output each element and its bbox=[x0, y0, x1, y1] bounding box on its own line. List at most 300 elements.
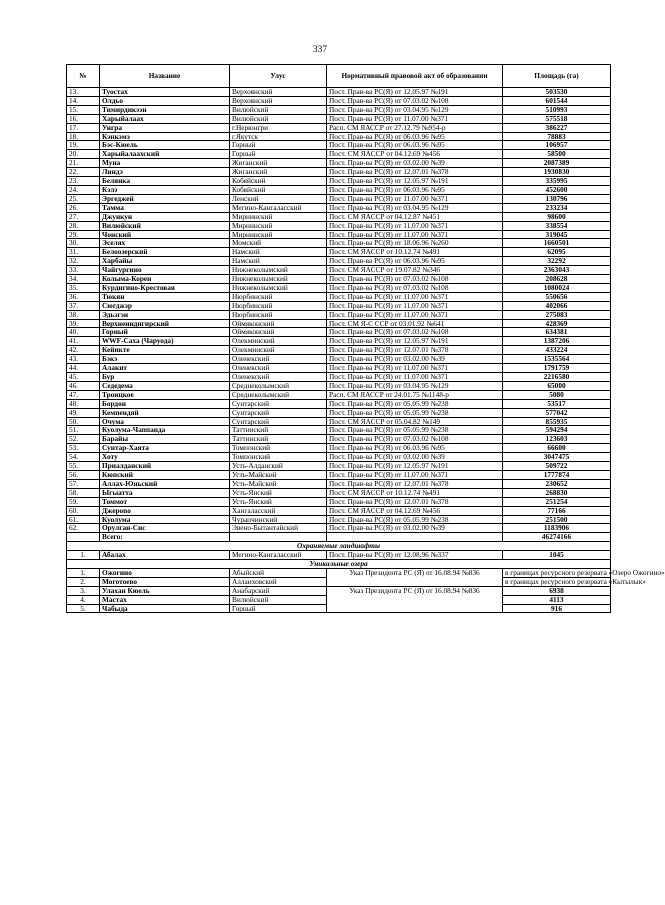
row-act: Указ Президента РС (Я) от 16.08.94 №836 bbox=[327, 568, 503, 586]
row-ulus: Мирнинский bbox=[230, 221, 327, 230]
row-num: 18. bbox=[67, 132, 100, 141]
row-num: 2. bbox=[67, 577, 100, 586]
header-name: Название bbox=[100, 65, 230, 88]
table-row bbox=[67, 506, 611, 515]
header-num: № bbox=[67, 65, 100, 88]
row-act: Пост. Прав-ва РС(Я) от 11.07.00 №371 bbox=[327, 470, 503, 479]
row-area: 251254 bbox=[503, 497, 611, 506]
row-num: 41. bbox=[67, 337, 100, 346]
row-area: 233234 bbox=[503, 203, 611, 212]
row-num: 38. bbox=[67, 310, 100, 319]
row-ulus: Олекминский bbox=[230, 346, 327, 355]
row-act: Пост. Прав-ва РС(Я) от 05.05.99 №238 bbox=[327, 399, 503, 408]
row-name: Курдигино-Крестовая bbox=[100, 283, 230, 292]
row-ulus: Оймяконский bbox=[230, 328, 327, 337]
row-area: 62095 bbox=[503, 248, 611, 257]
row-area: 452600 bbox=[503, 185, 611, 194]
row-num: 14. bbox=[67, 96, 100, 105]
row-area: 77166 bbox=[503, 506, 611, 515]
row-act: Пост. Прав-ва РС(Я) от 06.03.96 №95 bbox=[327, 185, 503, 194]
row-name: Бур bbox=[100, 373, 230, 382]
row-num: 20. bbox=[67, 150, 100, 159]
row-ulus: Нижнеколымский bbox=[230, 275, 327, 284]
row-area: 1045 bbox=[503, 551, 611, 560]
row-act: Пост. Прав-ва РС(Я) от 11.07.00 №371 bbox=[327, 301, 503, 310]
section-lakes-title: Уникальные озера bbox=[67, 560, 611, 569]
row-area: 319045 bbox=[503, 230, 611, 239]
row-area: 230652 bbox=[503, 479, 611, 488]
row-ulus: Вилюйский bbox=[230, 114, 327, 123]
row-name: Белянка bbox=[100, 177, 230, 186]
row-name: Кэнкэмэ bbox=[100, 132, 230, 141]
row-name: Приалданский bbox=[100, 462, 230, 471]
table-row bbox=[67, 301, 611, 310]
row-num: 35. bbox=[67, 283, 100, 292]
row-act: Пост. Прав-ва РС(Я) от 06.03.96 №95 bbox=[327, 132, 503, 141]
row-num: 40. bbox=[67, 328, 100, 337]
row-num: 1. bbox=[67, 551, 100, 560]
row-act: Пост. Прав-ва РС(Я) от 11.07.00 №371 bbox=[327, 230, 503, 239]
table-row bbox=[67, 203, 611, 212]
row-area: 58500 bbox=[503, 150, 611, 159]
row-name: Тюкян bbox=[100, 292, 230, 301]
row-name: Тимирдикээн bbox=[100, 105, 230, 114]
row-act: Пост. Прав-ва РС(Я) от 12.05.97 №191 bbox=[327, 177, 503, 186]
row-act: Пост. Прав-ва РС(Я) от 11.07.00 №371 bbox=[327, 310, 503, 319]
table-row bbox=[67, 479, 611, 488]
row-name: Чабыда bbox=[100, 604, 230, 613]
row-area: 428369 bbox=[503, 319, 611, 328]
row-act: Пост. Прав-ва РС(Я) от 07.03.02 №108 bbox=[327, 328, 503, 337]
row-area: 65000 bbox=[503, 381, 611, 390]
row-name: Бэс-Кюель bbox=[100, 141, 230, 150]
row-act: Пост. Прав-ва РС(Я) от 06.03.96 №95 bbox=[327, 257, 503, 266]
row-name: Чайгургино bbox=[100, 266, 230, 275]
row-name: Вилюйский bbox=[100, 221, 230, 230]
row-area: 251500 bbox=[503, 515, 611, 524]
row-name: Джункун bbox=[100, 212, 230, 221]
reserves-table-body bbox=[67, 88, 611, 533]
row-num: 59. bbox=[67, 497, 100, 506]
row-num: 54. bbox=[67, 453, 100, 462]
row-ulus: Чурапчинский bbox=[230, 515, 327, 524]
row-num: 61. bbox=[67, 515, 100, 524]
row-act: Пост. Прав-ва РС(Я) от 03.02.00 №39 bbox=[327, 159, 503, 168]
row-area: 601544 bbox=[503, 96, 611, 105]
row-act: Пост. Прав-ва РС(Я) от 06.03.96 №95 bbox=[327, 141, 503, 150]
row-act: Пост. Прав-ва РС(Я) от 03.04.95 №129 bbox=[327, 381, 503, 390]
row-num: 4. bbox=[67, 595, 100, 604]
row-act: Пост. Прав-ва РС(Я) от 07.03.02 №108 bbox=[327, 96, 503, 105]
row-num: 51. bbox=[67, 426, 100, 435]
row-name: Олдьо bbox=[100, 96, 230, 105]
row-num: 32. bbox=[67, 257, 100, 266]
row-act: Указ Президента РС (Я) от 16.08.94 №836 bbox=[327, 586, 503, 613]
row-name: Колыма-Корен bbox=[100, 275, 230, 284]
row-area: в границах ресурсного резервата «Кытылык» bbox=[503, 577, 611, 586]
row-area: 5080 bbox=[503, 390, 611, 399]
row-act: Пост. Прав-ва РС(Я) от 07.03.02 №108 bbox=[327, 283, 503, 292]
table-row bbox=[67, 194, 611, 203]
row-ulus: Усть-Майский bbox=[230, 470, 327, 479]
row-ulus: Хангаласский bbox=[230, 506, 327, 515]
table-header-row bbox=[67, 65, 611, 88]
row-ulus: Мегино-Кангаласский bbox=[230, 551, 327, 560]
row-num: 34. bbox=[67, 275, 100, 284]
row-area: 1660501 bbox=[503, 239, 611, 248]
row-act: Пост. Прав-ва РС(Я) от 03.04.95 №129 bbox=[327, 105, 503, 114]
row-num: 3. bbox=[67, 586, 100, 595]
row-num: 15. bbox=[67, 105, 100, 114]
row-ulus: Сунтарский bbox=[230, 417, 327, 426]
row-area: 1930830 bbox=[503, 168, 611, 177]
row-name: Харбайы bbox=[100, 257, 230, 266]
row-num: 45. bbox=[67, 373, 100, 382]
row-name: Белоозерский bbox=[100, 248, 230, 257]
row-num: 5. bbox=[67, 604, 100, 613]
table-row bbox=[67, 408, 611, 417]
row-act: Пост. СМ ЯАССР от 19.07.82 №346 bbox=[327, 266, 503, 275]
row-area: 6938 bbox=[503, 586, 611, 595]
row-act: Пост. СМ ЯАССР от 04.12.87 №451 bbox=[327, 212, 503, 221]
row-area: 402066 bbox=[503, 301, 611, 310]
table-row bbox=[67, 310, 611, 319]
row-act: Пост. Прав-ва РС(Я) от 11.07.00 №371 bbox=[327, 373, 503, 382]
table-row bbox=[67, 381, 611, 390]
row-ulus: Среднеколымский bbox=[230, 390, 327, 399]
section-landscapes-title: Охраняемые ландшафты bbox=[67, 542, 611, 551]
row-num: 47. bbox=[67, 390, 100, 399]
row-area: 577042 bbox=[503, 408, 611, 417]
row-name: Очума bbox=[100, 417, 230, 426]
row-num: 28. bbox=[67, 221, 100, 230]
row-num: 19. bbox=[67, 141, 100, 150]
row-area: 433224 bbox=[503, 346, 611, 355]
row-name: Бэкэ bbox=[100, 355, 230, 364]
row-name: Мастах bbox=[100, 595, 230, 604]
row-act: Пост. Прав-ва РС(Я) от 05.05.99 №238 bbox=[327, 408, 503, 417]
row-num: 22. bbox=[67, 168, 100, 177]
row-num: 21. bbox=[67, 159, 100, 168]
row-name: Эргеджей bbox=[100, 194, 230, 203]
row-area: 594294 bbox=[503, 426, 611, 435]
row-ulus: Среднеколымский bbox=[230, 381, 327, 390]
row-ulus: Сунтарский bbox=[230, 399, 327, 408]
row-name: Туостах bbox=[100, 88, 230, 97]
row-area: 275083 bbox=[503, 310, 611, 319]
row-act: Расп. СМ ЯАССР от 24.01.75 №1148-р bbox=[327, 390, 503, 399]
row-name: Бордон bbox=[100, 399, 230, 408]
row-ulus: Жиганский bbox=[230, 168, 327, 177]
row-name: Томмот bbox=[100, 497, 230, 506]
row-ulus: Томпонский bbox=[230, 444, 327, 453]
row-name: Кэлэ bbox=[100, 185, 230, 194]
row-area: 1777874 bbox=[503, 470, 611, 479]
row-name: Моготоево bbox=[100, 577, 230, 586]
row-name: Эселях bbox=[100, 239, 230, 248]
row-act: Пост. Прав-ва РС(Я) от 12.05.97 №191 bbox=[327, 462, 503, 471]
row-name: Тамма bbox=[100, 203, 230, 212]
total-label: Всего: bbox=[100, 533, 230, 542]
row-num: 60. bbox=[67, 506, 100, 515]
row-act: Пост. Прав-ва РС(Я) от 03.04.95 №129 bbox=[327, 203, 503, 212]
row-area: 1080024 bbox=[503, 283, 611, 292]
header-act: Нормативный правовой акт об образовании bbox=[327, 65, 503, 88]
row-num: 25. bbox=[67, 194, 100, 203]
row-ulus: Ленский bbox=[230, 194, 327, 203]
row-ulus: Усть-Янский bbox=[230, 497, 327, 506]
row-num: 44. bbox=[67, 364, 100, 373]
row-act: Пост. Прав-ва РС(Я) от 03.02.00 №39 bbox=[327, 524, 503, 533]
row-ulus: Нижнеколымский bbox=[230, 266, 327, 275]
row-area: 78883 bbox=[503, 132, 611, 141]
row-act: Пост. СМ ЯАССР от 10.12.74 №491 bbox=[327, 248, 503, 257]
row-ulus: Намский bbox=[230, 257, 327, 266]
row-ulus: Верхоянский bbox=[230, 96, 327, 105]
row-ulus: Усть-Янский bbox=[230, 488, 327, 497]
row-name: Барайы bbox=[100, 435, 230, 444]
row-ulus: г.Якутск bbox=[230, 132, 327, 141]
table-row bbox=[67, 488, 611, 497]
row-area: 123603 bbox=[503, 435, 611, 444]
row-name: Кемпендяй bbox=[100, 408, 230, 417]
row-act: Пост. Прав-ва РС(Я) от 07.03.02 №108 bbox=[327, 435, 503, 444]
row-num: 13. bbox=[67, 88, 100, 97]
row-name: Харыйалаахский bbox=[100, 150, 230, 159]
row-ulus: Кобяйский bbox=[230, 177, 327, 186]
table-row bbox=[67, 524, 611, 533]
row-num: 30. bbox=[67, 239, 100, 248]
row-area: в границах ресурсного резервата «Озеро Ожогино» bbox=[503, 568, 611, 577]
row-act: Пост. Прав-ва РС(Я) от 12.05.97 №191 bbox=[327, 337, 503, 346]
row-area: 855935 bbox=[503, 417, 611, 426]
row-name: Горный bbox=[100, 328, 230, 337]
total-section bbox=[67, 532, 665, 613]
row-num: 24. bbox=[67, 185, 100, 194]
row-name: Линдэ bbox=[100, 168, 230, 177]
row-ulus: Таттинский bbox=[230, 426, 327, 435]
table-row bbox=[67, 96, 611, 105]
row-act: Пост. Прав-ва РС(Я) от 11.07.00 №371 bbox=[327, 221, 503, 230]
row-name: Куолума-Чаппанда bbox=[100, 426, 230, 435]
row-num: 39. bbox=[67, 319, 100, 328]
row-name: Унгра bbox=[100, 123, 230, 132]
row-act: Пост. Прав-ва РС(Я) от 12.07.01 №378 bbox=[327, 497, 503, 506]
row-num: 23. bbox=[67, 177, 100, 186]
row-act: Пост. Прав-ва РС(Я) от 07.03.02 №108 bbox=[327, 275, 503, 284]
row-ulus: г.Нерюнгри bbox=[230, 123, 327, 132]
row-ulus: Анабарский bbox=[230, 586, 327, 595]
row-ulus: Мегино-Кангаласский bbox=[230, 203, 327, 212]
row-ulus: Намский bbox=[230, 248, 327, 257]
row-area: 634381 bbox=[503, 328, 611, 337]
row-ulus: Олекминский bbox=[230, 337, 327, 346]
row-ulus: Мирнинский bbox=[230, 230, 327, 239]
row-name: Харыйалаах bbox=[100, 114, 230, 123]
row-ulus: Момский bbox=[230, 239, 327, 248]
row-name: Эдьэгэн bbox=[100, 310, 230, 319]
row-act: Пост. СМ ЯАССР от 04.12.69 №456 bbox=[327, 506, 503, 515]
row-ulus: Усть-Алданский bbox=[230, 462, 327, 471]
table-row bbox=[67, 105, 611, 114]
row-num: 50. bbox=[67, 417, 100, 426]
row-area: 509722 bbox=[503, 462, 611, 471]
row-area: 268830 bbox=[503, 488, 611, 497]
row-ulus: Эвено-Бытантайский bbox=[230, 524, 327, 533]
row-name: Седедема bbox=[100, 381, 230, 390]
row-name: Верхнеиндигирский bbox=[100, 319, 230, 328]
row-name: Чонский bbox=[100, 230, 230, 239]
row-area: 2216580 bbox=[503, 373, 611, 382]
total-area: 46274166 bbox=[503, 533, 611, 542]
row-area: 386227 bbox=[503, 123, 611, 132]
row-num: 46. bbox=[67, 381, 100, 390]
table-row bbox=[67, 390, 611, 399]
table-row bbox=[67, 292, 611, 301]
row-name: Орулган-Сис bbox=[100, 524, 230, 533]
row-ulus: Усть-Майский bbox=[230, 479, 327, 488]
row-ulus: Сунтарский bbox=[230, 408, 327, 417]
table-row bbox=[67, 123, 611, 132]
row-name: Джерono bbox=[100, 506, 230, 515]
row-area: 916 bbox=[503, 604, 611, 613]
row-num: 43. bbox=[67, 355, 100, 364]
row-act: Пост. Прав-ва РС(Я) от 11.07.00 №371 bbox=[327, 364, 503, 373]
row-num: 26. bbox=[67, 203, 100, 212]
row-act: Пост. Прав-ва РС(Я) от 11.07.00 №371 bbox=[327, 292, 503, 301]
row-ulus: Мирнинский bbox=[230, 212, 327, 221]
row-num: 56. bbox=[67, 470, 100, 479]
table-row bbox=[67, 221, 611, 230]
row-num: 53. bbox=[67, 444, 100, 453]
row-ulus: Оленекский bbox=[230, 364, 327, 373]
table-row bbox=[67, 568, 611, 577]
row-ulus: Вилюйский bbox=[230, 105, 327, 114]
row-area: 510993 bbox=[503, 105, 611, 114]
row-ulus: Вилюйский bbox=[230, 595, 327, 604]
row-num: 17. bbox=[67, 123, 100, 132]
row-area: 1535564 bbox=[503, 355, 611, 364]
row-area: 1183906 bbox=[503, 524, 611, 533]
row-area: 3047475 bbox=[503, 453, 611, 462]
row-ulus: Горный bbox=[230, 141, 327, 150]
row-ulus: Нюрбинский bbox=[230, 301, 327, 310]
row-num: 27. bbox=[67, 212, 100, 221]
table-row bbox=[67, 114, 611, 123]
table-row bbox=[67, 399, 611, 408]
row-act: Пост. Прав-ва РС(Я) от 18.06.96 №260 bbox=[327, 239, 503, 248]
header-ulus: Улус bbox=[230, 65, 327, 88]
row-num: 62. bbox=[67, 524, 100, 533]
row-num: 55. bbox=[67, 462, 100, 471]
row-ulus: Оленекский bbox=[230, 355, 327, 364]
row-num: 49. bbox=[67, 408, 100, 417]
row-area: 1791759 bbox=[503, 364, 611, 373]
row-act: Пост. Прав-ва РС(Я) от 12.07.01 №378 bbox=[327, 168, 503, 177]
row-area: 335995 bbox=[503, 177, 611, 186]
row-name: Куолума bbox=[100, 515, 230, 524]
row-area: 208628 bbox=[503, 275, 611, 284]
row-ulus: Оймяконский bbox=[230, 319, 327, 328]
row-ulus: Нижнеколымский bbox=[230, 283, 327, 292]
row-ulus: Нюрбинский bbox=[230, 292, 327, 301]
row-act: Пост. Прав-ва РС(Я) от 11.07.00 №371 bbox=[327, 194, 503, 203]
row-act: Пост. СМ Я-С ССР от 03.01.92 №641 bbox=[327, 319, 503, 328]
row-area: 106957 bbox=[503, 141, 611, 150]
row-num: 36. bbox=[67, 292, 100, 301]
row-ulus: Жиганский bbox=[230, 159, 327, 168]
row-num: 1. bbox=[67, 568, 100, 577]
row-area: 2363043 bbox=[503, 266, 611, 275]
row-area: 32292 bbox=[503, 257, 611, 266]
page-number: 337 bbox=[312, 45, 328, 55]
reserves-table bbox=[66, 64, 665, 613]
row-num: 31. bbox=[67, 248, 100, 257]
row-act: Пост. СМ ЯАССР от 05.04.82 №149 bbox=[327, 417, 503, 426]
row-name: Алакит bbox=[100, 364, 230, 373]
row-ulus: Кобяйский bbox=[230, 185, 327, 194]
row-act: Пост. Прав-ва РС(Я) от 03.02.00 №39 bbox=[327, 355, 503, 364]
row-area: 503530 bbox=[503, 88, 611, 97]
row-ulus: Верхоянский bbox=[230, 88, 327, 97]
row-name: Сунтар-Хаята bbox=[100, 444, 230, 453]
row-act: Пост. Прав-ва РС(Я) от 05.05.99 №238 bbox=[327, 426, 503, 435]
row-name: Аллах-Юньский bbox=[100, 479, 230, 488]
row-ulus: Томпонский bbox=[230, 453, 327, 462]
row-area: 4113 bbox=[503, 595, 611, 604]
row-name: WWF-Саха (Чаруода) bbox=[100, 337, 230, 346]
row-num: 29. bbox=[67, 230, 100, 239]
row-ulus: Абыйский bbox=[230, 568, 327, 577]
row-ulus: Горный bbox=[230, 150, 327, 159]
row-area: 550656 bbox=[503, 292, 611, 301]
row-act: Пост. Прав-ва РС(Я) от 12.08.96 №337 bbox=[327, 551, 503, 560]
row-name: Кюпский bbox=[100, 470, 230, 479]
table-row bbox=[67, 586, 611, 595]
row-name: Ожогино bbox=[100, 568, 230, 577]
row-num: 48. bbox=[67, 399, 100, 408]
row-num: 33. bbox=[67, 266, 100, 275]
row-area: 338554 bbox=[503, 221, 611, 230]
row-num: 42. bbox=[67, 346, 100, 355]
row-area: 66600 bbox=[503, 444, 611, 453]
row-act: Пост. Прав-ва РС(Я) от 03.02.00 №39 bbox=[327, 453, 503, 462]
row-ulus: Нюрбинский bbox=[230, 310, 327, 319]
row-area: 575518 bbox=[503, 114, 611, 123]
row-name: Кейикте bbox=[100, 346, 230, 355]
row-act: Пост. Прав-ва РС(Я) от 06.03.96 №95 bbox=[327, 444, 503, 453]
row-act: Пост. Прав-ва РС(Я) от 11.07.00 №371 bbox=[327, 114, 503, 123]
row-ulus: Горный bbox=[230, 604, 327, 613]
row-num: 16. bbox=[67, 114, 100, 123]
row-ulus: Оленекский bbox=[230, 373, 327, 382]
table-row bbox=[67, 283, 611, 292]
table-row bbox=[67, 212, 611, 221]
row-name: Сюгджэр bbox=[100, 301, 230, 310]
row-act: Пост. Прав-ва РС(Я) от 12.07.01 №378 bbox=[327, 346, 503, 355]
row-num: 52. bbox=[67, 435, 100, 444]
row-name: Хоту bbox=[100, 453, 230, 462]
row-area: 1387206 bbox=[503, 337, 611, 346]
row-area: 2087389 bbox=[503, 159, 611, 168]
row-area: 130796 bbox=[503, 194, 611, 203]
row-num: 57. bbox=[67, 479, 100, 488]
row-act: Пост. СМ ЯАССР от 04.12.69 №456 bbox=[327, 150, 503, 159]
header-area: Площадь (га) bbox=[503, 65, 611, 88]
row-area: 98600 bbox=[503, 212, 611, 221]
row-act: Расп. СМ ЯАССР от 27.12.79 №954-р bbox=[327, 123, 503, 132]
row-act: Пост. Прав-ва РС(Я) от 12.07.01 №378 bbox=[327, 479, 503, 488]
